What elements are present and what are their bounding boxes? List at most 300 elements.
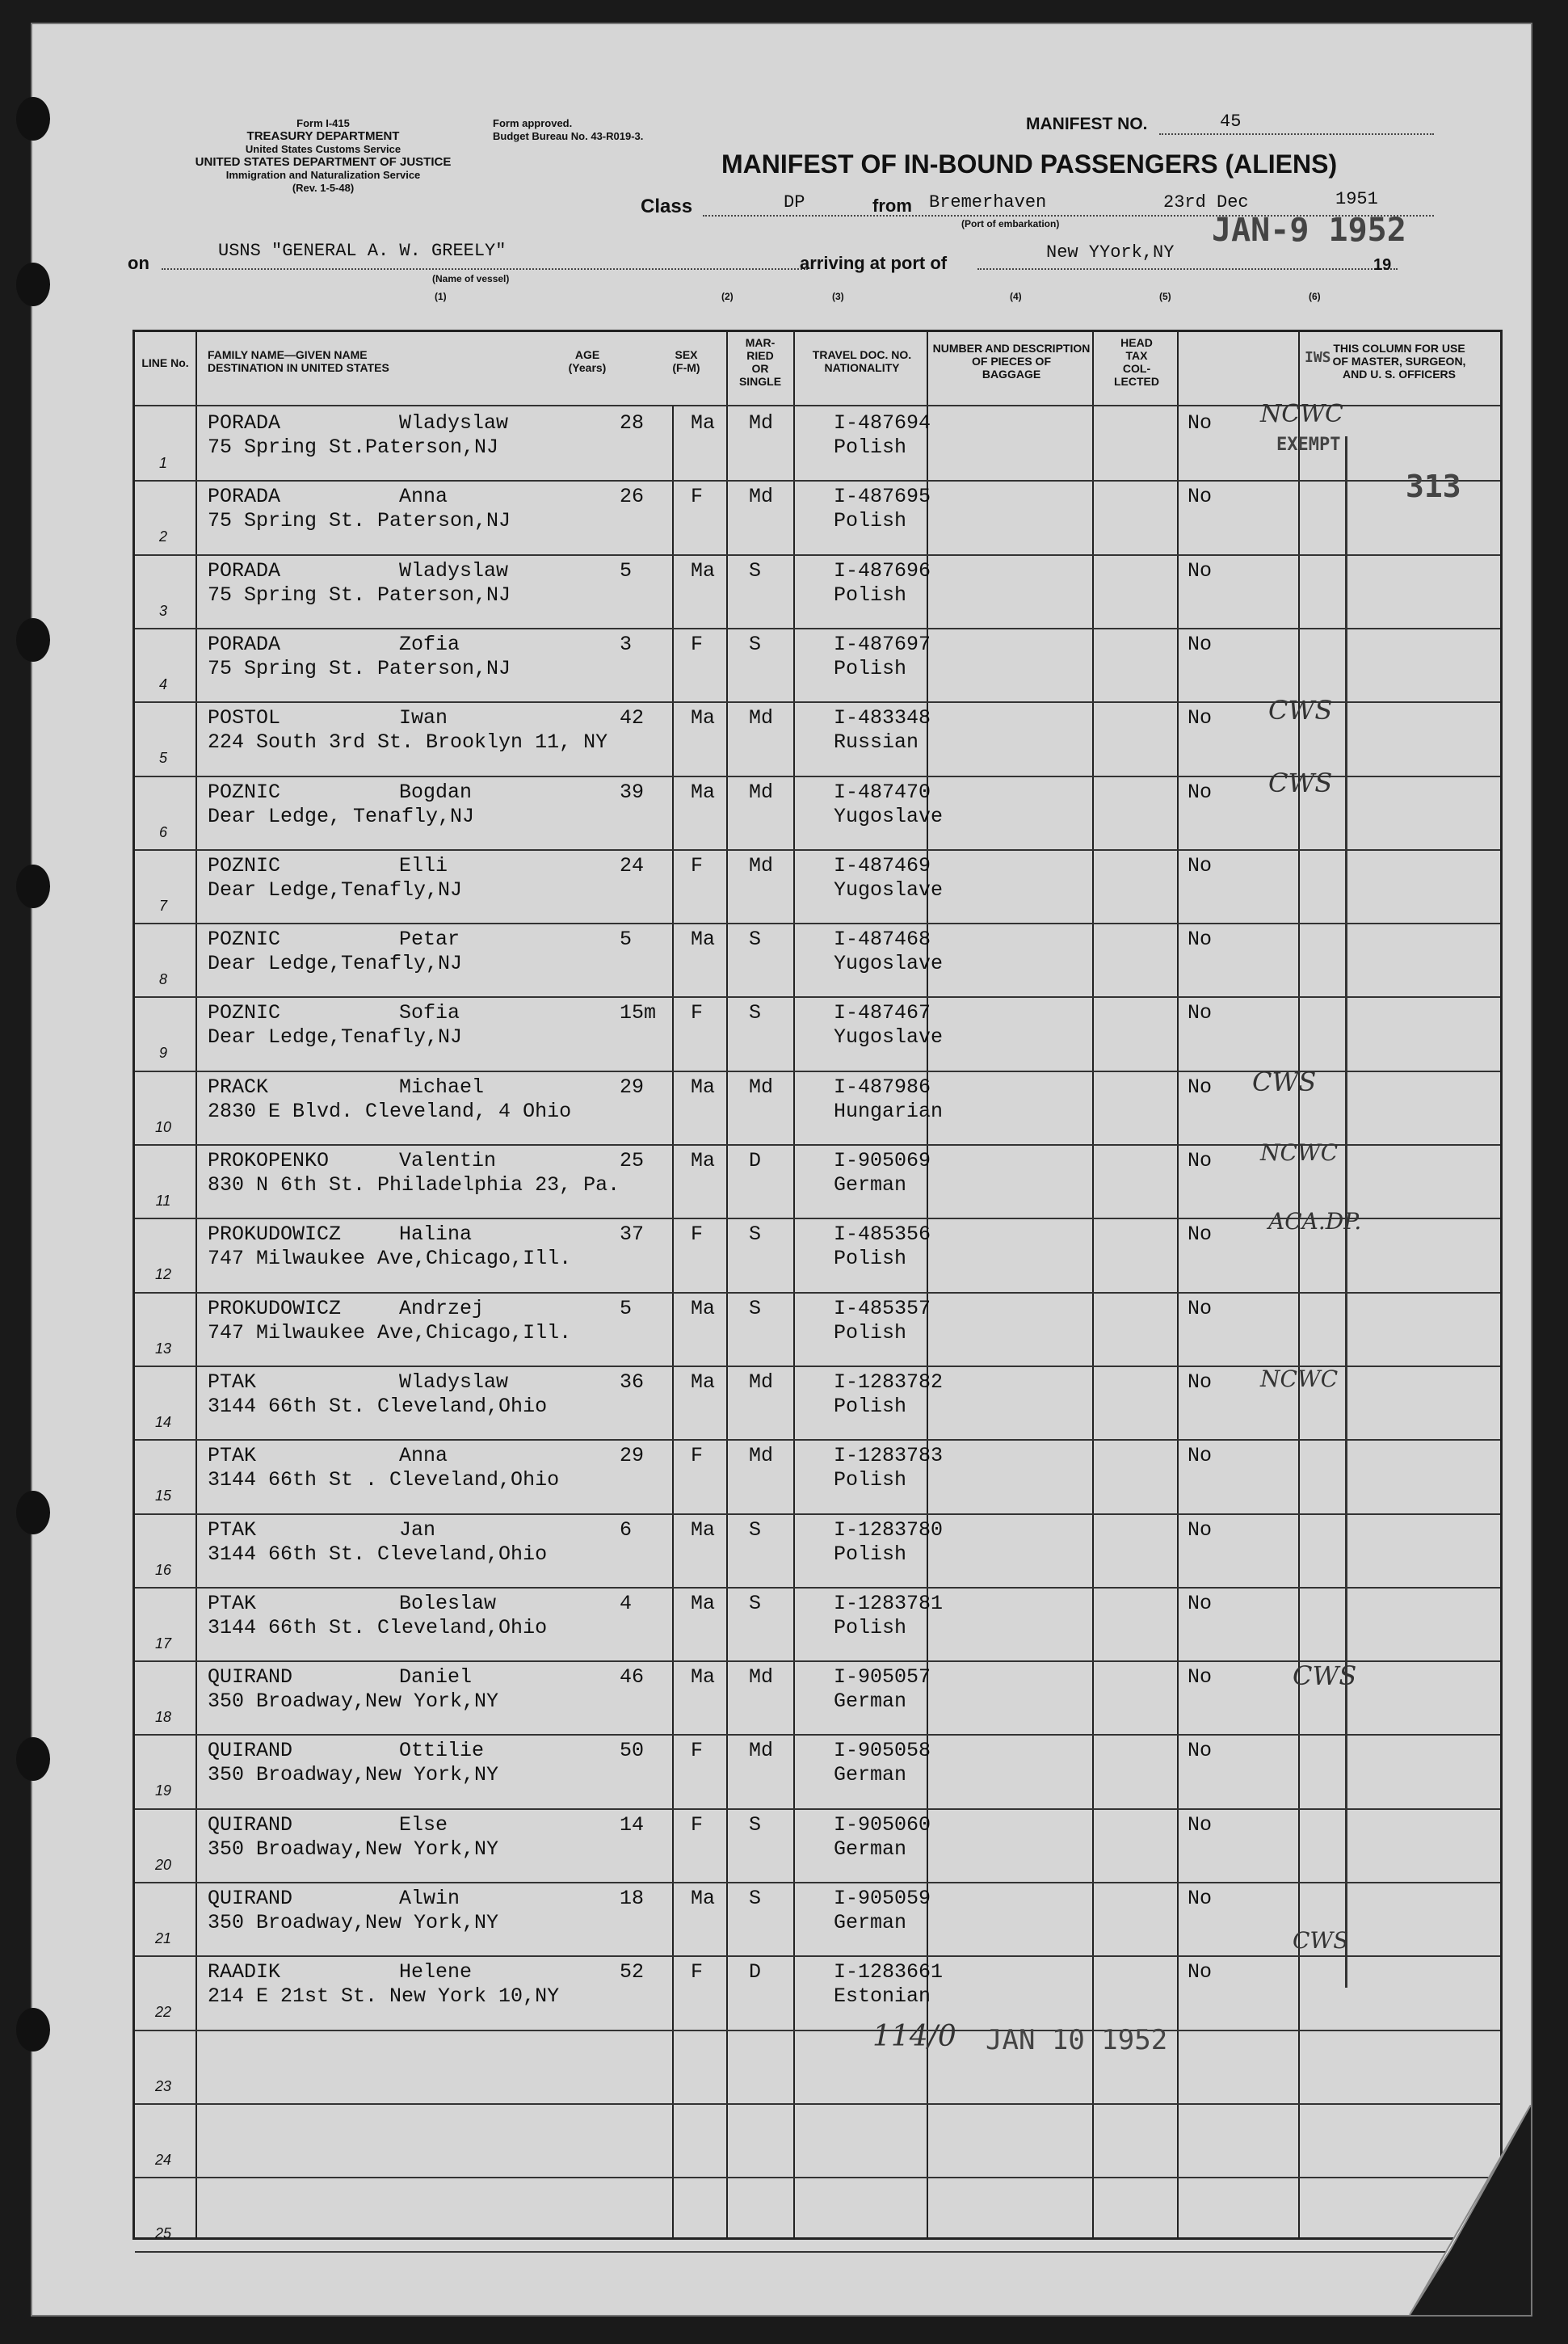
nationality: Polish — [834, 1468, 907, 1492]
line-number: 19 — [154, 1782, 172, 1799]
head-tax: No — [1188, 853, 1213, 877]
bottom-date-stamp: JAN 10 1952 — [986, 2024, 1168, 2056]
sex: Ma — [691, 1296, 716, 1320]
header-baggage: NUMBER AND DESCRIPTION OF PIECES OF BAGGAGE — [932, 342, 1091, 381]
class-label: Class — [641, 196, 693, 217]
head-tax: No — [1188, 706, 1213, 730]
line-number: 3 — [158, 602, 167, 619]
travel-doc-no: I-487470 — [834, 780, 931, 804]
table-row — [135, 1292, 1500, 1366]
table-row — [135, 1808, 1500, 1882]
line-number: 8 — [158, 971, 167, 988]
given-name: Helene — [399, 1960, 473, 1984]
age: 3 — [620, 632, 633, 656]
marital-status: S — [749, 1296, 762, 1320]
table-row — [135, 1955, 1500, 2029]
family-name: RAADIK — [208, 1960, 281, 1984]
nationality: Polish — [834, 509, 907, 533]
sex: Ma — [691, 928, 716, 952]
table-row — [135, 480, 1500, 553]
sex: F — [691, 485, 704, 509]
line-number: 1 — [158, 455, 167, 471]
officer-note: CWS — [1293, 1927, 1349, 1954]
manifest-page — [32, 24, 1531, 2315]
sex: F — [691, 1444, 704, 1468]
destination: 75 Spring St. Paterson,NJ — [208, 656, 511, 680]
nationality: German — [834, 1690, 907, 1714]
travel-doc-no: I-1283783 — [834, 1444, 944, 1468]
pencil-line — [1345, 436, 1347, 1988]
travel-doc-no: I-905060 — [834, 1812, 931, 1837]
destination: Dear Ledge,Tenafly,NJ — [208, 1025, 463, 1050]
travel-doc-no: I-483348 — [834, 706, 931, 730]
treasury-dept: TREASURY DEPARTMENT — [246, 129, 400, 143]
family-name: POZNIC — [208, 780, 281, 804]
line-number: 25 — [154, 2225, 172, 2242]
nationality: Yugoslave — [834, 804, 944, 828]
year-prefix: 19 — [1373, 256, 1392, 274]
marital-status: S — [749, 1591, 762, 1615]
sex: F — [691, 1960, 704, 1984]
marital-status: Md — [749, 1665, 774, 1690]
manifest-no-label: MANIFEST NO. — [1026, 115, 1148, 133]
age: 42 — [620, 706, 645, 730]
line-number: 11 — [155, 1193, 171, 1209]
family-name: PORADA — [208, 485, 281, 509]
table-row — [135, 2103, 1500, 2177]
head-tax: No — [1188, 1591, 1213, 1615]
age: 26 — [620, 485, 645, 509]
form-number: Form I-415 — [296, 117, 350, 129]
line-number: 7 — [158, 897, 167, 914]
destination: Dear Ledge,Tenafly,NJ — [208, 952, 463, 976]
line-number: 2 — [158, 528, 167, 545]
table-row — [135, 1513, 1500, 1587]
given-name: Wladyslaw — [399, 411, 509, 435]
header-married: MAR- RIED OR SINGLE — [738, 336, 782, 388]
line-number: 21 — [154, 1930, 172, 1946]
travel-doc-no: I-905069 — [834, 1149, 931, 1172]
arrival-date-stamp: JAN-9 1952 — [1212, 212, 1406, 249]
line-number: 24 — [154, 2151, 172, 2168]
col-number: (6) — [1309, 291, 1321, 302]
age: 5 — [620, 928, 633, 952]
given-name: Petar — [399, 928, 460, 952]
head-tax: No — [1188, 1812, 1213, 1837]
nationality: Polish — [834, 1394, 907, 1418]
family-name: POZNIC — [208, 1001, 281, 1025]
given-name: Ottilie — [399, 1739, 485, 1763]
nationality: Yugoslave — [834, 952, 944, 976]
marital-status: Md — [749, 1444, 774, 1468]
travel-doc-no: I-485357 — [834, 1296, 931, 1320]
age: 37 — [620, 1222, 645, 1247]
sex: Ma — [691, 1149, 716, 1172]
line-number: 14 — [154, 1413, 172, 1430]
col-number: (5) — [1159, 291, 1171, 302]
given-name: Jan — [399, 1517, 436, 1542]
header-sex: SEX (F-M) — [672, 348, 700, 374]
arriving-label: arriving at port of — [800, 253, 948, 273]
punch-hole — [16, 97, 50, 141]
head-tax: No — [1188, 1444, 1213, 1468]
header-line-no: LINE No. — [141, 356, 189, 369]
marital-status: S — [749, 1887, 762, 1910]
on-label: on — [128, 253, 149, 273]
table-row — [135, 554, 1500, 628]
destination: 350 Broadway,New York,NY — [208, 1911, 499, 1934]
travel-doc-no: I-487694 — [834, 411, 931, 435]
nationality: German — [834, 1837, 907, 1861]
given-name: Sofia — [399, 1001, 460, 1025]
marital-status: S — [749, 1222, 762, 1247]
family-name: PTAK — [208, 1444, 257, 1468]
age: 25 — [620, 1149, 645, 1172]
approval-block — [493, 117, 735, 143]
travel-doc-no: I-1283661 — [834, 1960, 944, 1984]
nationality: Russian — [834, 730, 919, 755]
customs-service: United States Customs Service — [245, 143, 401, 155]
marital-status: S — [749, 1812, 762, 1837]
line-number: 4 — [158, 675, 167, 692]
destination: 747 Milwaukee Ave,Chicago,Ill. — [208, 1320, 572, 1345]
age: 36 — [620, 1370, 645, 1394]
age: 6 — [620, 1517, 633, 1542]
destination: 75 Spring St. Paterson,NJ — [208, 509, 511, 533]
marital-status: Md — [749, 485, 774, 509]
line-number: 15 — [154, 1488, 172, 1504]
table-row — [135, 1587, 1500, 1660]
destination: 75 Spring St.Paterson,NJ — [208, 436, 499, 459]
family-name: PROKUDOWICZ — [208, 1296, 342, 1320]
punch-hole — [16, 263, 50, 306]
marital-status: Md — [749, 1075, 774, 1099]
destination: Dear Ledge, Tenafly,NJ — [208, 804, 475, 828]
nationality: Polish — [834, 436, 907, 459]
family-name: QUIRAND — [208, 1812, 293, 1837]
sex: Ma — [691, 1591, 716, 1615]
head-tax: No — [1188, 1296, 1213, 1320]
officer-note: NCWC — [1260, 1366, 1339, 1392]
header-age: AGE (Years) — [568, 348, 607, 374]
head-tax: No — [1188, 558, 1213, 583]
given-name: Daniel — [399, 1665, 473, 1690]
col-number: (3) — [832, 291, 844, 302]
marital-status: Md — [749, 706, 774, 730]
sex: Ma — [691, 780, 716, 804]
age: 28 — [620, 411, 645, 435]
sex: F — [691, 853, 704, 877]
travel-doc-no: I-485356 — [834, 1222, 931, 1247]
family-name: QUIRAND — [208, 1665, 293, 1690]
given-name: Else — [399, 1812, 448, 1837]
destination: 350 Broadway,New York,NY — [208, 1837, 499, 1861]
sex: F — [691, 1222, 704, 1247]
given-name: Wladyslaw — [399, 558, 509, 583]
head-tax: No — [1188, 1075, 1213, 1099]
marital-status: S — [749, 928, 762, 952]
family-name: PTAK — [208, 1517, 257, 1542]
given-name: Iwan — [399, 706, 448, 730]
head-tax: No — [1188, 1001, 1213, 1025]
sex: Ma — [691, 1075, 716, 1099]
revision: (Rev. 1-5-48) — [292, 182, 355, 194]
travel-doc-no: I-905058 — [834, 1739, 931, 1763]
age: 5 — [620, 1296, 633, 1320]
line-number: 17 — [154, 1635, 172, 1652]
from-value: Bremerhaven — [929, 192, 1047, 213]
age: 4 — [620, 1591, 633, 1615]
travel-doc-no: I-487469 — [834, 853, 931, 877]
stamp-number: 313 — [1406, 469, 1461, 504]
departure-date: 23rd Dec — [1163, 192, 1249, 213]
travel-doc-no: I-1283781 — [834, 1591, 944, 1615]
destination: 2830 E Blvd. Cleveland, 4 Ohio — [208, 1099, 572, 1123]
marital-status: Md — [749, 780, 774, 804]
form-approved: Form approved. — [493, 117, 573, 129]
travel-doc-no: I-487986 — [834, 1075, 931, 1099]
nationality: Estonian — [834, 1984, 931, 2009]
port-embark-label: (Port of embarkation) — [961, 218, 1060, 229]
sex: Ma — [691, 411, 716, 435]
marital-status: Md — [749, 853, 774, 877]
header-name: FAMILY NAME—GIVEN NAME DESTINATION IN UNITED STATES — [208, 348, 389, 374]
officer-note: ACA.DP. — [1268, 1208, 1362, 1235]
marital-status: S — [749, 1001, 762, 1025]
table-row — [135, 849, 1500, 923]
age: 18 — [620, 1887, 645, 1910]
line-number: 6 — [158, 823, 167, 840]
head-tax: No — [1188, 1370, 1213, 1394]
destination: 830 N 6th St. Philadelphia 23, Pa. — [208, 1173, 620, 1197]
family-name: PORADA — [208, 632, 281, 656]
line-number: 5 — [158, 750, 167, 767]
travel-doc-no: I-487468 — [834, 928, 931, 952]
destination: 350 Broadway,New York,NY — [208, 1763, 499, 1787]
head-tax: No — [1188, 485, 1213, 509]
line-number: 22 — [154, 2004, 172, 2021]
punch-hole — [16, 618, 50, 662]
age: 29 — [620, 1444, 645, 1468]
given-name: Alwin — [399, 1887, 460, 1910]
ins-service: Immigration and Naturalization Service — [225, 169, 421, 181]
head-tax: No — [1188, 1222, 1213, 1247]
given-name: Anna — [399, 1444, 448, 1468]
age: 24 — [620, 853, 645, 877]
marital-status: D — [749, 1149, 762, 1172]
destination: 3144 66th St. Cleveland,Ohio — [208, 1615, 548, 1639]
table-row — [135, 1439, 1500, 1513]
nationality: Polish — [834, 656, 907, 680]
head-tax: No — [1188, 1739, 1213, 1763]
punch-hole — [16, 1491, 50, 1534]
given-name: Zofia — [399, 632, 460, 656]
family-name: POZNIC — [208, 928, 281, 952]
vessel-underline — [162, 268, 808, 270]
table-row — [135, 1734, 1500, 1807]
table-row — [135, 628, 1500, 701]
nationality: Polish — [834, 1542, 907, 1566]
travel-doc-no: I-487696 — [834, 558, 931, 583]
marital-status: S — [749, 1517, 762, 1542]
sex: Ma — [691, 706, 716, 730]
age: 29 — [620, 1075, 645, 1099]
head-tax: No — [1188, 780, 1213, 804]
head-tax: No — [1188, 632, 1213, 656]
given-name: Valentin — [399, 1149, 497, 1172]
officer-note: NCWC — [1260, 1139, 1339, 1166]
destination: 214 E 21st St. New York 10,NY — [208, 1984, 560, 2009]
nationality: Polish — [834, 583, 907, 607]
given-name: Anna — [399, 485, 448, 509]
sex: F — [691, 632, 704, 656]
vessel-caption: (Name of vessel) — [432, 273, 510, 284]
sex: Ma — [691, 1517, 716, 1542]
destination: Dear Ledge,Tenafly,NJ — [208, 877, 463, 902]
travel-doc-no: I-487467 — [834, 1001, 931, 1025]
family-name: PRACK — [208, 1075, 269, 1099]
sex: F — [691, 1001, 704, 1025]
given-name: Wladyslaw — [399, 1370, 509, 1394]
family-name: PROKOPENKO — [208, 1149, 330, 1172]
destination: 747 Milwaukee Ave,Chicago,Ill. — [208, 1247, 572, 1271]
marital-status: S — [749, 632, 762, 656]
age: 5 — [620, 558, 633, 583]
head-tax: No — [1188, 1149, 1213, 1172]
age: 14 — [620, 1812, 645, 1837]
sex: Ma — [691, 558, 716, 583]
nationality: Polish — [834, 1247, 907, 1271]
sex: Ma — [691, 1887, 716, 1910]
nationality: German — [834, 1763, 907, 1787]
destination: 75 Spring St. Paterson,NJ — [208, 583, 511, 607]
head-tax: No — [1188, 1887, 1213, 1910]
table-row — [135, 923, 1500, 996]
line-number: 18 — [154, 1709, 172, 1726]
family-name: QUIRAND — [208, 1739, 293, 1763]
arriving-port: New YYork,NY — [1046, 242, 1175, 263]
agency-block — [113, 117, 533, 195]
table-row — [135, 2030, 1500, 2103]
vessel-name: USNS "GENERAL A. W. GREELY" — [218, 241, 507, 261]
officer-note: CWS — [1293, 1660, 1357, 1691]
travel-doc-no: I-905059 — [834, 1887, 931, 1910]
marital-status: D — [749, 1960, 762, 1984]
marital-status: S — [749, 558, 762, 583]
line-number: 9 — [158, 1045, 167, 1062]
family-name: PTAK — [208, 1591, 257, 1615]
table-row — [135, 2177, 1500, 2250]
arriving-underline — [977, 268, 1398, 270]
budget-bureau: Budget Bureau No. 43-R019-3. — [493, 130, 644, 142]
destination: 350 Broadway,New York,NY — [208, 1690, 499, 1714]
family-name: PORADA — [208, 558, 281, 583]
age: 50 — [620, 1739, 645, 1763]
sex: Ma — [691, 1370, 716, 1394]
line-number: 20 — [154, 1856, 172, 1873]
travel-doc-no: I-1283780 — [834, 1517, 944, 1542]
nationality: Hungarian — [834, 1099, 944, 1123]
head-tax: No — [1188, 1960, 1213, 1984]
given-name: Andrzej — [399, 1296, 485, 1320]
departure-year: 1951 — [1335, 189, 1378, 209]
given-name: Boleslaw — [399, 1591, 497, 1615]
family-name: QUIRAND — [208, 1887, 293, 1910]
travel-doc-no: I-487695 — [834, 485, 931, 509]
travel-doc-no: I-905057 — [834, 1665, 931, 1690]
head-tax: No — [1188, 1665, 1213, 1690]
nationality: Yugoslave — [834, 1025, 944, 1050]
exempt-stamp: EXEMPT — [1276, 435, 1341, 455]
line-number: 23 — [154, 2077, 172, 2094]
marital-status: Md — [749, 1739, 774, 1763]
age: 52 — [620, 1960, 645, 1984]
family-name: PROKUDOWICZ — [208, 1222, 342, 1247]
line-number: 10 — [154, 1118, 172, 1135]
head-tax: No — [1188, 928, 1213, 952]
punch-hole — [16, 2008, 50, 2052]
travel-doc-no: I-487697 — [834, 632, 931, 656]
header-head-tax: HEAD TAX COL- LECTED — [1114, 336, 1159, 388]
col-number: (2) — [721, 291, 734, 302]
nationality: Polish — [834, 1320, 907, 1345]
table-row — [135, 996, 1500, 1070]
justice-dept: UNITED STATES DEPARTMENT OF JUSTICE — [195, 155, 452, 169]
manifest-title: MANIFEST OF IN-BOUND PASSENGERS (ALIENS) — [721, 149, 1338, 179]
manifest-no-underline — [1159, 133, 1434, 135]
punch-hole — [16, 865, 50, 908]
officer-note-iws: IWS — [1305, 349, 1331, 366]
destination: 3144 66th St. Cleveland,Ohio — [208, 1394, 548, 1418]
sex: Ma — [691, 1665, 716, 1690]
class-value: DP — [784, 192, 805, 213]
given-name: Michael — [399, 1075, 485, 1099]
marital-status: Md — [749, 411, 774, 435]
line-number: 13 — [154, 1340, 172, 1357]
col-number: (4) — [1010, 291, 1022, 302]
family-name: POSTOL — [208, 706, 281, 730]
nationality: Yugoslave — [834, 877, 944, 902]
age: 46 — [620, 1665, 645, 1690]
officer-note: CWS — [1268, 695, 1333, 726]
punch-hole — [16, 1737, 50, 1781]
folded-corner — [1402, 2105, 1531, 2315]
nationality: German — [834, 1173, 907, 1197]
travel-doc-no: I-1283782 — [834, 1370, 944, 1394]
given-name: Bogdan — [399, 780, 473, 804]
nationality: German — [834, 1911, 907, 1934]
given-name: Elli — [399, 853, 448, 877]
family-name: PTAK — [208, 1370, 257, 1394]
nationality: Polish — [834, 1615, 907, 1639]
line-number: 16 — [154, 1561, 172, 1578]
header-travel-doc: TRAVEL DOC. NO. NATIONALITY — [812, 348, 912, 374]
officer-note: NCWC — [1260, 400, 1343, 428]
sex: F — [691, 1812, 704, 1837]
from-label: from — [872, 196, 912, 216]
line-number: 12 — [154, 1266, 172, 1283]
head-tax: No — [1188, 411, 1213, 435]
destination: 3144 66th St . Cleveland,Ohio — [208, 1468, 560, 1492]
given-name: Halina — [399, 1222, 473, 1247]
header-officers: THIS COLUMN FOR USE OF MASTER, SURGEON, AND U. S. OFFICERS — [1332, 342, 1466, 381]
manifest-no-value: 45 — [1220, 112, 1242, 132]
family-name: POZNIC — [208, 853, 281, 877]
family-name: PORADA — [208, 411, 281, 435]
age: 15m — [620, 1001, 657, 1025]
officer-note: CWS — [1268, 768, 1333, 798]
col-number: (1) — [435, 291, 447, 302]
